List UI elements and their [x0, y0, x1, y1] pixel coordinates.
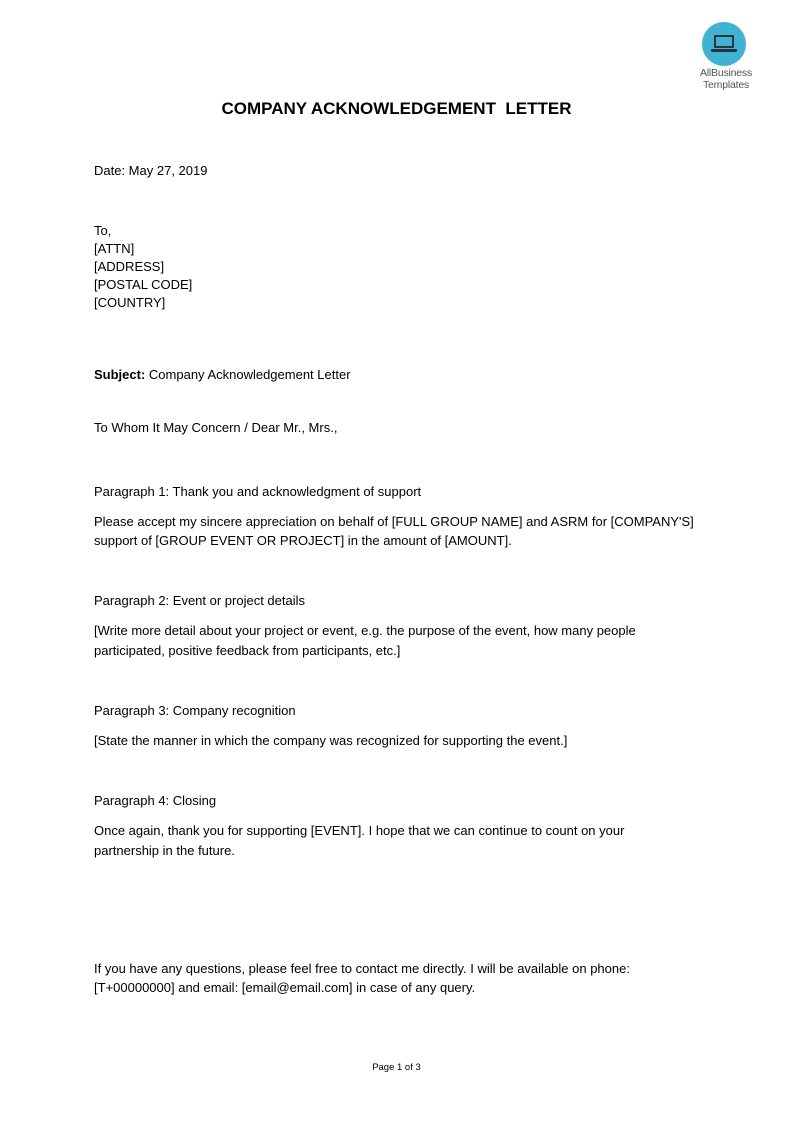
subject-label: Subject: — [94, 367, 146, 382]
salutation: To Whom It May Concern / Dear Mr., Mrs., — [94, 420, 338, 435]
recipient-to: To, — [94, 223, 112, 238]
paragraph-heading: Paragraph 2: Event or project details — [94, 593, 306, 608]
paragraph-body-line: [Write more detail about your project or event, e.g. the purpose of the event, how many people — [94, 623, 636, 638]
recipient-address: [ADDRESS] — [94, 259, 165, 274]
logo-circle — [702, 22, 746, 66]
recipient-attn: [ATTN] — [94, 241, 135, 256]
paragraph-body-line: [State the manner in which the company was recognized for supporting the event.] — [94, 733, 568, 748]
laptop-icon — [702, 22, 746, 66]
letter-date: Date: May 27, 2019 — [94, 163, 208, 178]
paragraph-body-line: support of [GROUP EVENT OR PROJECT] in the amount of [AMOUNT]. — [94, 533, 512, 548]
contact-line: If you have any questions, please feel free to contact me directly. I will be available on phone: — [94, 961, 630, 976]
page-number: Page 1 of 3 — [372, 1062, 421, 1073]
subject-text: Company Acknowledgement Letter — [145, 367, 351, 382]
paragraph-body-line: partnership in the future. — [94, 843, 235, 858]
paragraph-heading: Paragraph 4: Closing — [94, 793, 217, 808]
subject-line — [94, 365, 351, 384]
allbusiness-templates-logo — [690, 22, 762, 94]
paragraph-heading: Paragraph 1: Thank you and acknowledgment of support — [94, 484, 422, 499]
logo-text — [690, 67, 762, 91]
document-title: COMPANY ACKNOWLEDGEMENT LETTER — [221, 99, 572, 118]
recipient-country: [COUNTRY] — [94, 295, 166, 310]
paragraph-heading: Paragraph 3: Company recognition — [94, 703, 296, 718]
recipient-postal-code: [POSTAL CODE] — [94, 277, 193, 292]
contact-line: [T+00000000] and email: [email@email.com] in case of any query. — [94, 980, 476, 995]
logo-line-2: Templates — [702, 79, 750, 91]
logo-line-1: AllBusiness — [699, 67, 753, 79]
paragraph-body-line: Please accept my sincere appreciation on behalf of [FULL GROUP NAME] and ASRM for [COMPANY'S] — [94, 514, 694, 529]
paragraph-body-line: participated, positive feedback from participants, etc.] — [94, 643, 401, 658]
paragraph-body-line: Once again, thank you for supporting [EVENT]. I hope that we can continue to count on your — [94, 823, 625, 838]
